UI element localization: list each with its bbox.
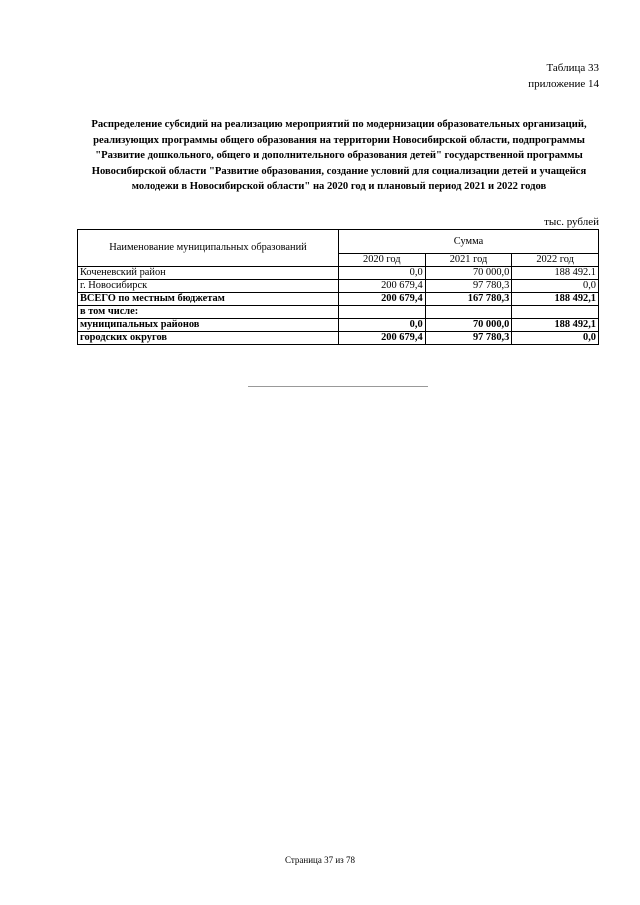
row-value-2021: 97 780,3	[425, 332, 512, 345]
row-value-2021: 70 000,0	[425, 319, 512, 332]
table-row	[78, 332, 599, 345]
row-value-2021: 70 000,0	[425, 267, 512, 280]
row-value-2020	[339, 306, 426, 319]
table-row	[78, 319, 599, 332]
row-value-2020: 200 679,4	[339, 293, 426, 306]
row-value-2022	[512, 306, 599, 319]
column-header-name: Наименование муниципальных образований	[78, 230, 339, 267]
row-name: городских округов	[78, 332, 339, 345]
row-value-2020: 200 679,4	[339, 332, 426, 345]
page-footer: Страница 37 из 78	[285, 855, 355, 865]
row-name: ВСЕГО по местным бюджетам	[78, 293, 339, 306]
row-name: г. Новосибирск	[78, 280, 339, 293]
row-name: в том числе:	[78, 306, 339, 319]
separator-line	[248, 386, 428, 387]
table-row-subheader	[78, 306, 599, 319]
column-header-sum: Сумма	[339, 230, 599, 254]
table-row-total	[78, 293, 599, 306]
column-header-year-2022: 2022 год	[512, 254, 599, 267]
row-value-2020: 0,0	[339, 319, 426, 332]
row-value-2021: 167 780,3	[425, 293, 512, 306]
table-header-block	[528, 60, 599, 92]
column-header-year-2021: 2021 год	[425, 254, 512, 267]
row-value-2022: 0,0	[512, 280, 599, 293]
row-value-2021	[425, 306, 512, 319]
row-value-2020: 200 679,4	[339, 280, 426, 293]
row-value-2022: 188 492,1	[512, 319, 599, 332]
row-name: Коченевский район	[78, 267, 339, 280]
row-value-2020: 0,0	[339, 267, 426, 280]
table-row	[78, 280, 599, 293]
row-value-2022: 0,0	[512, 332, 599, 345]
row-value-2022: 188 492,1	[512, 293, 599, 306]
appendix-label: приложение 14	[528, 78, 599, 90]
table-row	[78, 267, 599, 280]
document-title: Распределение субсидий на реализацию мероприятий по модернизации образовательных организаций, реализующих программы общего образования на территории Новосибирской области, подпрограммы "Развитие дошкольного, общего и дополнительного образования детей" государственной программы Новосибирской области "Развитие образования, создание условий для социализации детей и учащейся молодежи в Новосибирской области" на 2020 год и плановый период 2021 и 2022 годов	[91, 119, 587, 192]
subsidy-table	[77, 229, 599, 345]
table-number: Таблица 33	[546, 62, 599, 74]
row-value-2021: 97 780,3	[425, 280, 512, 293]
column-header-year-2020: 2020 год	[339, 254, 426, 267]
row-name: муниципальных районов	[78, 319, 339, 332]
units-label: тыс. рублей	[544, 216, 599, 228]
row-value-2022: 188 492.1	[512, 267, 599, 280]
